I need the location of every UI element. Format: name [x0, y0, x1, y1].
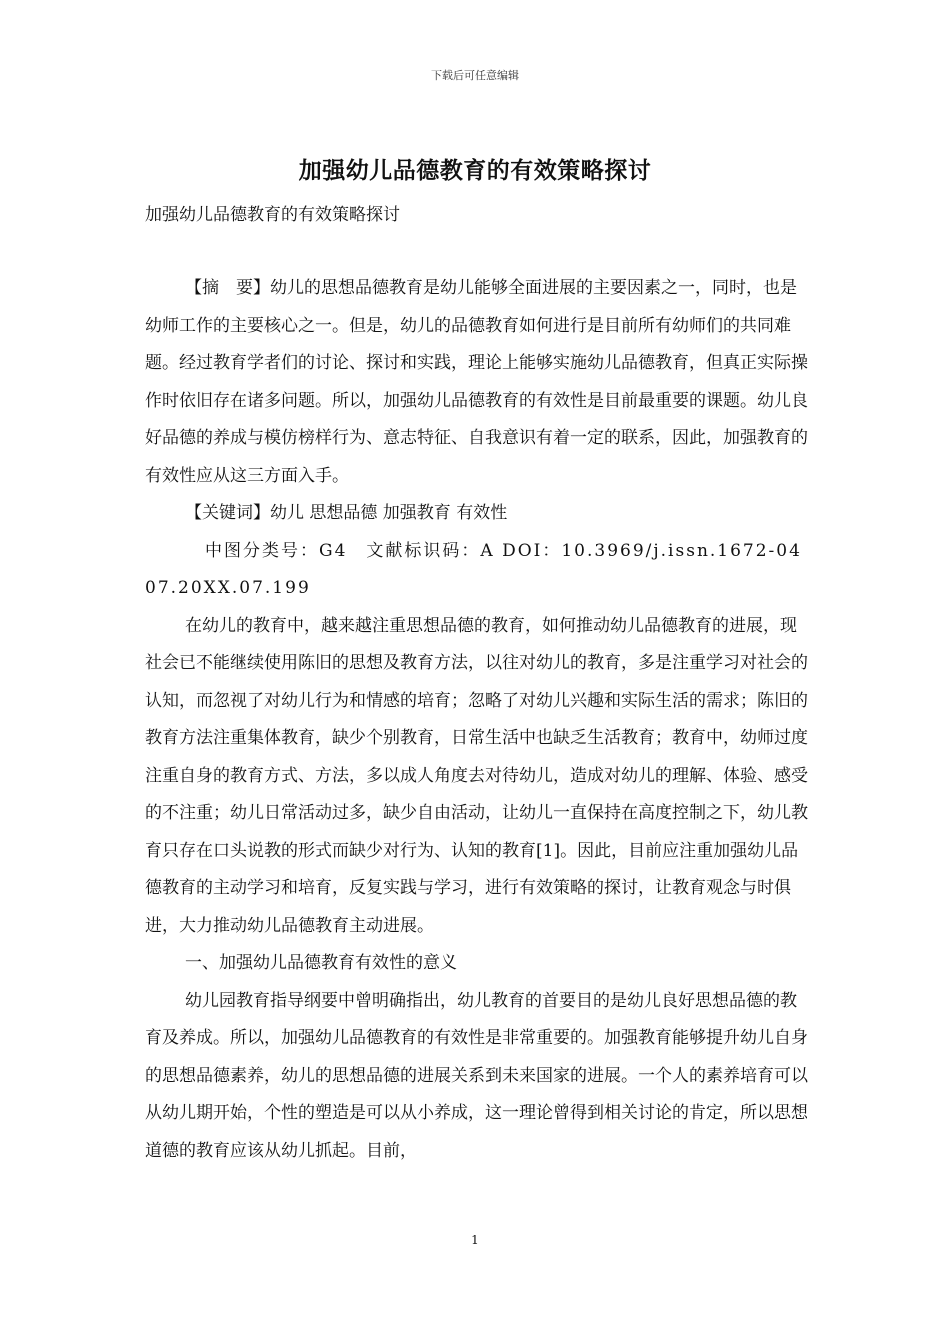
- section-1-paragraph: 幼儿园教育指导纲要中曾明确指出，幼儿教育的首要目的是幼儿良好思想品德的教育及养成。所以，加强幼儿品德教育的有效性是非常重要的。加强教育能够提升幼儿自身的思想品德素养，幼儿的思想品德的进展关系到未来国家的进展。一个人的素养培育可以从幼儿期开始，个性的塑造是可以从小养成，这一理论曾得到相关讨论的肯定，所以思想道德的教育应该从幼儿抓起。目前，: [145, 990, 808, 1161]
- page-number: 1: [471, 1233, 479, 1247]
- classification-paragraph: 中图分类号：G4 文献标识码：A DOI：10.3969/j.issn.1672-0407.20XX.07.199: [145, 540, 802, 598]
- document-title: 加强幼儿品德教育的有效策略探讨: [298, 157, 652, 184]
- abstract-paragraph: 【摘 要】幼儿的思想品德教育是幼儿能够全面进展的主要因素之一，同时，也是幼师工作的主要核心之一。但是，幼儿的品德教育如何进行是目前所有幼师们的共同难题。经过教育学者们的讨论、探讨和实践，理论上能够实施幼儿品德教育，但真正实际操作时依旧存在诸多问题。所以，加强幼儿品德教育的有效性是目前最重要的课题。幼儿良好品德的养成与模仿榜样行为、意志特征、自我意识有着一定的联系，因此，加强教育的有效性应从这三方面入手。: [145, 278, 808, 486]
- document-subtitle: 加强幼儿品德教育的有效策略探讨: [145, 205, 400, 225]
- document-body: [145, 270, 811, 1170]
- page-header: 下载后可任意编辑: [431, 69, 519, 82]
- keywords-paragraph: 【关键词】幼儿 思想品德 加强教育 有效性: [185, 503, 508, 523]
- intro-paragraph: 在幼儿的教育中，越来越注重思想品德的教育，如何推动幼儿品德教育的进展，现社会已不能继续使用陈旧的思想及教育方法，以往对幼儿的教育，多是注重学习对社会的认知，而忽视了对幼儿行为和情感的培育；忽略了对幼儿兴趣和实际生活的需求；陈旧的教育方法注重集体教育，缺少个别教育，日常生活中也缺乏生活教育；教育中，幼师过度注重自身的教育方式、方法，多以成人角度去对待幼儿，造成对幼儿的理解、体验、感受的不注重；幼儿日常活动过多，缺少自由活动，让幼儿一直保持在高度控制之下，幼儿教育只存在口头说教的形式而缺少对行为、认知的教育[1]。因此，目前应注重加强幼儿品德教育的主动学习和培育，反复实践与学习，进行有效策略的探讨，让教育观念与时俱进，大力推动幼儿品德教育主动进展。: [145, 615, 808, 936]
- section-1-heading: 一、加强幼儿品德教育有效性的意义: [185, 953, 457, 973]
